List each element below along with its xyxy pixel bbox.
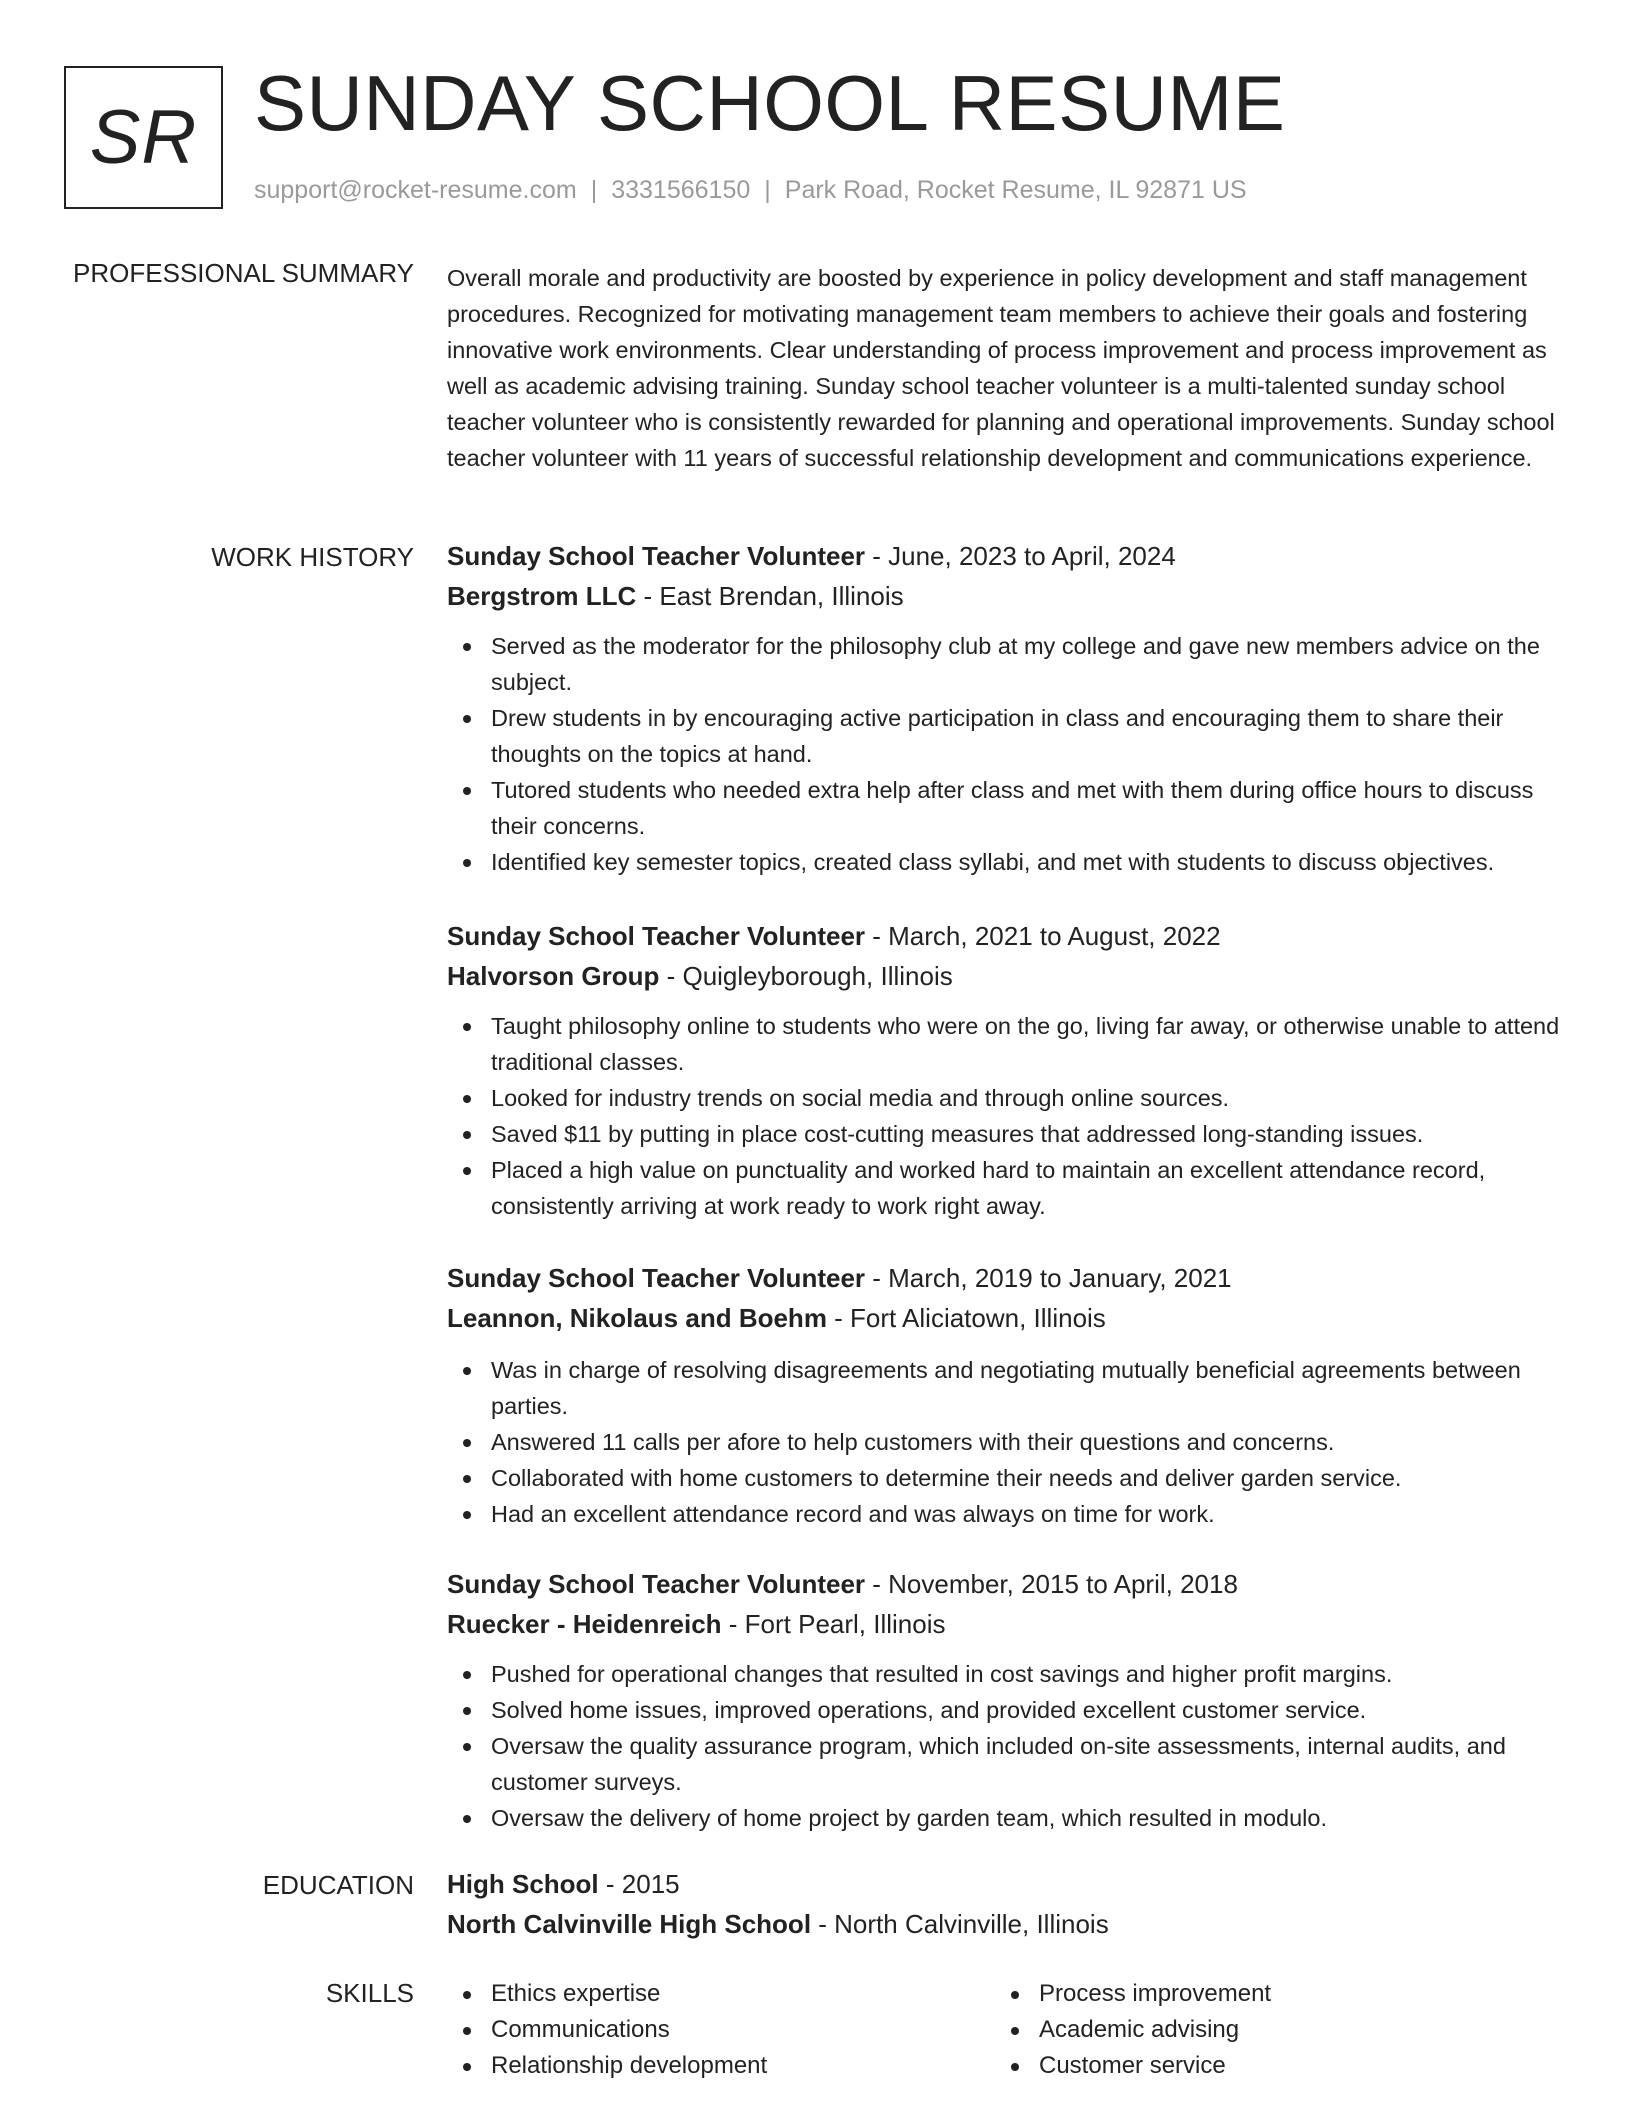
job-duty: Answered 11 calls per afore to help customers with their questions and concerns.: [447, 1424, 1567, 1460]
job-dates: - March, 2021 to August, 2022: [865, 921, 1221, 951]
job-duty: Placed a high value on punctuality and worked hard to maintain an excellent attendance record, consistently arriving at work ready to work right away.: [447, 1152, 1567, 1224]
skills-column: [447, 1976, 995, 2084]
contact-separator: |: [590, 176, 598, 204]
education-body: [447, 1864, 1567, 1944]
job-title: Sunday School Teacher Volunteer: [447, 1569, 866, 1599]
education-school: North Calvinville High School: [447, 1909, 812, 1939]
job-duty: Oversaw the quality assurance program, which included on-site assessments, internal audits, and customer surveys.: [447, 1728, 1567, 1800]
job-duty: Had an excellent attendance record and was always on time for work.: [447, 1496, 1567, 1532]
job-company-line: [447, 956, 1567, 996]
contact-address: Park Road, Rocket Resume, IL 92871 US: [784, 176, 1247, 204]
job-duty: Served as the moderator for the philosophy club at my college and gave new members advice on the subject.: [447, 628, 1567, 700]
skill-item: Ethics expertise: [447, 1976, 995, 2012]
skill-item: Process improvement: [995, 1976, 1543, 2012]
job-duty: Saved $11 by putting in place cost-cutting measures that addressed long-standing issues.: [447, 1116, 1567, 1152]
job-company: Leannon, Nikolaus and Boehm: [447, 1303, 827, 1333]
job-title: Sunday School Teacher Volunteer: [447, 921, 866, 951]
contact-separator: |: [764, 176, 771, 204]
job-duty: Collaborated with home customers to determine their needs and deliver garden service.: [447, 1460, 1567, 1496]
job-company-line: [447, 1604, 1567, 1644]
job-dates: - November, 2015 to April, 2018: [865, 1569, 1238, 1599]
job-location: - Fort Aliciatown, Illinois: [826, 1303, 1106, 1333]
monogram-initials: SR: [89, 95, 198, 180]
job-entry: [447, 536, 1567, 880]
job-title-line: [447, 1258, 1567, 1298]
job-location: - East Brendan, Illinois: [636, 581, 904, 611]
resume-title: SUNDAY SCHOOL RESUME: [254, 59, 1286, 147]
summary-body: [447, 260, 1567, 476]
job-duties-list: [447, 1008, 1567, 1224]
job-location: - Quigleyborough, Illinois: [659, 961, 953, 991]
monogram-box: [64, 66, 223, 209]
job-title-line: [447, 1564, 1567, 1604]
job-title-line: [447, 916, 1567, 956]
skills-grid: [447, 1976, 1567, 2084]
job-duty: Drew students in by encouraging active participation in class and encouraging them to share their thoughts on the topics at hand.: [447, 700, 1567, 772]
job-duty: Solved home issues, improved operations, and provided excellent customer service.: [447, 1692, 1567, 1728]
job-entry: [447, 1258, 1567, 1532]
skills-list: [995, 1976, 1543, 2084]
job-entry: [447, 916, 1567, 1224]
contact-email: support@rocket-resume.com: [254, 176, 577, 204]
education-degree-line: [447, 1864, 1567, 1904]
job-duty: Tutored students who needed extra help after class and met with them during office hours to discuss their concerns.: [447, 772, 1567, 844]
job-duty: Taught philosophy online to students who were on the go, living far away, or otherwise unable to attend traditional classes.: [447, 1008, 1567, 1080]
skill-item: Relationship development: [447, 2048, 995, 2084]
section-label-skills: SKILLS: [325, 1978, 414, 2008]
job-company-line: [447, 576, 1567, 616]
skills-column: [995, 1976, 1543, 2084]
job-duty: Looked for industry trends on social media and through online sources.: [447, 1080, 1567, 1116]
job-title: Sunday School Teacher Volunteer: [447, 1263, 866, 1293]
section-label-education: EDUCATION: [262, 1870, 414, 1900]
job-title: Sunday School Teacher Volunteer: [447, 541, 866, 571]
job-company: Halvorson Group: [447, 961, 660, 991]
job-duties-list: [447, 1656, 1567, 1836]
job-dates: - March, 2019 to January, 2021: [865, 1263, 1232, 1293]
contact-phone: 3331566150: [611, 176, 751, 204]
job-dates: - June, 2023 to April, 2024: [865, 541, 1176, 571]
skills-body: [447, 1976, 1567, 2084]
job-duty: Identified key semester topics, created class syllabi, and met with students to discuss objectives.: [447, 844, 1567, 880]
job-duty: Oversaw the delivery of home project by garden team, which resulted in modulo.: [447, 1800, 1567, 1836]
summary-text: Overall morale and productivity are boosted by experience in policy development and staff management procedures. Recognized for motivating management team members to achieve their goals and fostering innovative work environments. Clear understanding of process improvement and process improvement as well as academic advising training. Sunday school teacher volunteer is a multi-talented sunday school teacher volunteer who is consistently rewarded for planning and operational improvements. Sunday school teacher volunteer with 11 years of successful relationship development and communications experience.: [447, 265, 1555, 471]
job-company-line: [447, 1298, 1567, 1338]
skill-item: Customer service: [995, 2048, 1543, 2084]
job-company: Bergstrom LLC: [447, 581, 637, 611]
education-degree: High School: [447, 1869, 599, 1899]
education-school-line: [447, 1904, 1567, 1944]
job-title-line: [447, 536, 1567, 576]
education-location: - North Calvinville, Illinois: [811, 1909, 1109, 1939]
job-duty: Pushed for operational changes that resulted in cost savings and higher profit margins.: [447, 1656, 1567, 1692]
contact-line: [254, 176, 1247, 205]
skills-list: [447, 1976, 995, 2084]
education-year: - 2015: [598, 1869, 680, 1899]
section-label-work: WORK HISTORY: [211, 542, 414, 572]
job-duties-list: [447, 628, 1567, 880]
job-company: Ruecker - Heidenreich: [447, 1609, 722, 1639]
job-duties-list: [447, 1352, 1567, 1532]
section-label-summary: PROFESSIONAL SUMMARY: [73, 258, 414, 288]
skill-item: Communications: [447, 2012, 995, 2048]
job-entry: [447, 1564, 1567, 1836]
job-location: - Fort Pearl, Illinois: [721, 1609, 946, 1639]
job-duty: Was in charge of resolving disagreements and negotiating mutually beneficial agreements between parties.: [447, 1352, 1567, 1424]
skill-item: Academic advising: [995, 2012, 1543, 2048]
